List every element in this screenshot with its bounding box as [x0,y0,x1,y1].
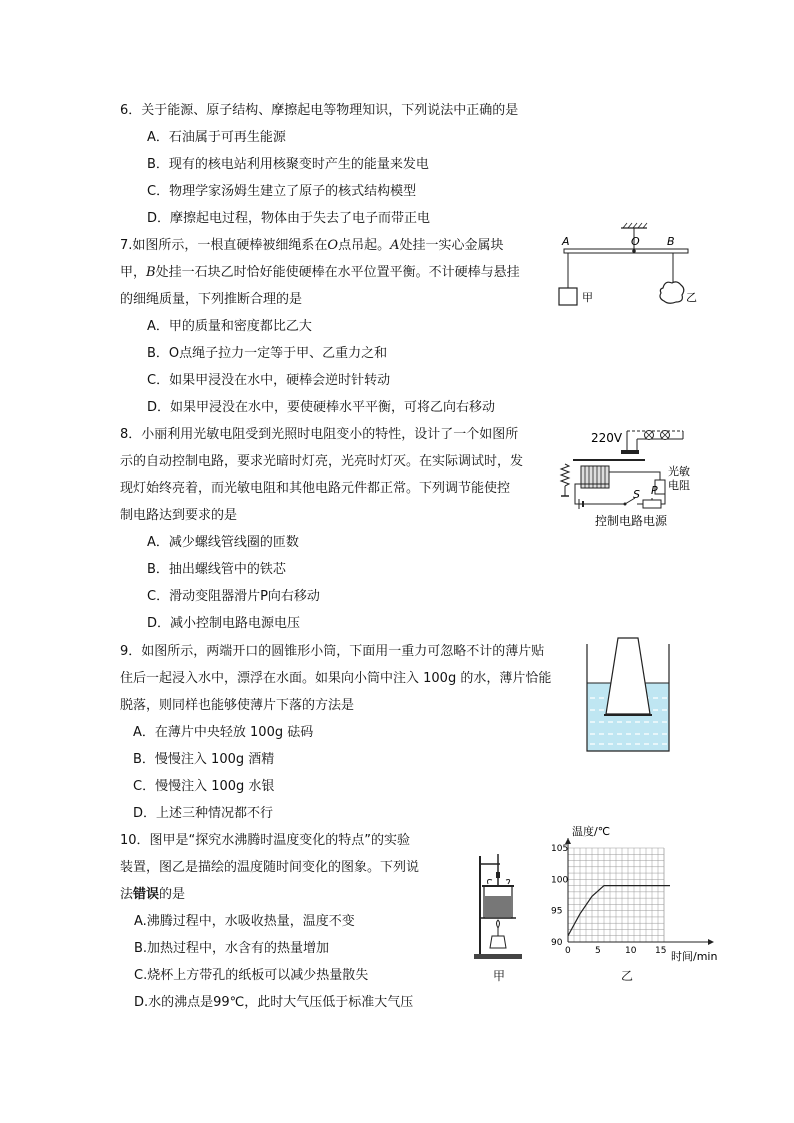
q8-caption: 控制电路电源 [595,514,668,528]
q9-stem-line2: 住后一起浸入水中，漂浮在水面。如果向小筒中注入 100g 的水，薄片恰能 [120,671,552,686]
q10-option-b: B.加热过程中，水含有的热量增加 [134,941,330,956]
q7-option-d: D．如果甲浸没在水中，要使硬棒水平平衡，可将乙向右移动 [147,400,496,415]
q6-option-b: B．现有的核电站利用核聚变时产生的能量来发电 [147,157,429,172]
q10-caption-jia: 甲 [493,969,506,983]
q10-apparatus-figure [468,850,530,962]
chart-xlabel: 时间/min [671,950,718,963]
q6-option-d: D．摩擦起电过程，物体由于失去了电子而带正电 [147,211,431,226]
q10-stem-line1: 10．图甲是“探究水沸腾时温度变化的特点”的实验 [120,833,411,848]
x-tick-label: 15 [655,946,667,956]
q9-stem-line1: 9．如图所示，两端开口的圆锥形小筒，下面用一重力可忽略不计的薄片贴 [120,644,545,659]
q10-option-a: A.沸腾过程中，水吸收热量，温度不变 [134,914,355,929]
q10-option-d: D.水的沸点是99℃，此时大气压低于标准大气压 [134,995,414,1010]
chart-ylabel: 温度/℃ [572,825,611,838]
q7-label-yi: 乙 [686,291,697,304]
q8-stem-line4: 制电路达到要求的是 [120,508,238,523]
q6-stem: 6．关于能源、原子结构、摩擦起电等物理知识，下列说法中正确的是 [120,103,519,118]
q7-label-a: A [562,235,570,248]
q7-option-c: C．如果甲浸没在水中，硬棒会逆时针转动 [147,373,391,388]
q8-photo-label-2: 电阻 [668,479,690,492]
q8-switch-label: S [633,488,640,501]
q9-option-d: D．上述三种情况都不行 [133,806,274,821]
q8-circuit-figure [555,422,695,532]
q7-option-a: A．甲的质量和密度都比乙大 [147,319,312,334]
q8-photo-label-1: 光敏 [668,465,690,478]
q7-label-jia: 甲 [582,291,593,304]
q7-stem-line1: 7.如图所示，一根直硬棒被细绳系在O点吊起。A处挂一实心金属块 [120,238,504,253]
q9-option-b: B．慢慢注入 100g 酒精 [133,752,275,767]
q10-stem-line2: 装置，图乙是描绘的温度随时间变化的图象。下列说 [120,860,420,875]
q10-temperature-chart [540,820,720,965]
q9-cone-figure [582,636,674,754]
q8-slider-label: P [651,484,658,497]
q7-stem-line3: 的细绳质量，下列推断合理的是 [120,292,303,307]
q8-option-c: C．滑动变阻器滑片P向右移动 [147,589,320,604]
q10-option-c: C.烧杯上方带孔的纸板可以减少热量散失 [134,968,369,983]
q7-lever-figure [555,222,695,312]
x-tick-label: 5 [595,946,601,956]
q9-option-a: A．在薄片中央轻放 100g 砝码 [133,725,314,740]
x-tick-label: 0 [565,946,571,956]
q10-stem-line3: 法错误的是 [120,887,186,902]
x-tick-label: 10 [625,946,637,956]
q6-option-c: C．物理学家汤姆生建立了原子的核式结构模型 [147,184,417,199]
q8-option-d: D．减小控制电路电源电压 [147,616,301,631]
y-tick-label: 90 [551,938,563,948]
q9-option-c: C．慢慢注入 100g 水银 [133,779,275,794]
y-tick-label: 105 [551,844,569,854]
y-tick-label: 95 [551,906,563,917]
y-tick-label: 100 [551,875,569,886]
q8-option-b: B．抽出螺线管中的铁芯 [147,562,286,577]
q6-option-a: A．石油属于可再生能源 [147,130,286,145]
x-axis-arrow [708,939,714,945]
q7-option-b: B．O点绳子拉力一定等于甲、乙重力之和 [147,346,388,361]
q10-caption-yi: 乙 [621,969,634,983]
q7-label-b: B [667,235,675,248]
q8-voltage-label: 220V [591,431,623,445]
q10-emphasis: 错误 [133,887,160,902]
q9-stem-line3: 脱落，则同样也能够使薄片下落的方法是 [120,698,355,713]
q8-option-a: A．减少螺线管线圈的匝数 [147,535,299,550]
q7-label-o: O [631,235,640,248]
q8-stem-line2: 示的自动控制电路，要求光暗时灯亮，光亮时灯灭。在实际调试时，发 [120,454,524,469]
q8-stem-line3: 现灯始终亮着，而光敏电阻和其他电路元件都正常。下列调节能使控 [120,481,511,496]
q7-stem-line2: 甲，B处挂一石块乙时恰好能使硬棒在水平位置平衡。不计硬棒与悬挂 [120,265,520,280]
q8-stem-line1: 8．小丽利用光敏电阻受到光照时电阻变小的特性，设计了一个如图所 [120,427,519,442]
